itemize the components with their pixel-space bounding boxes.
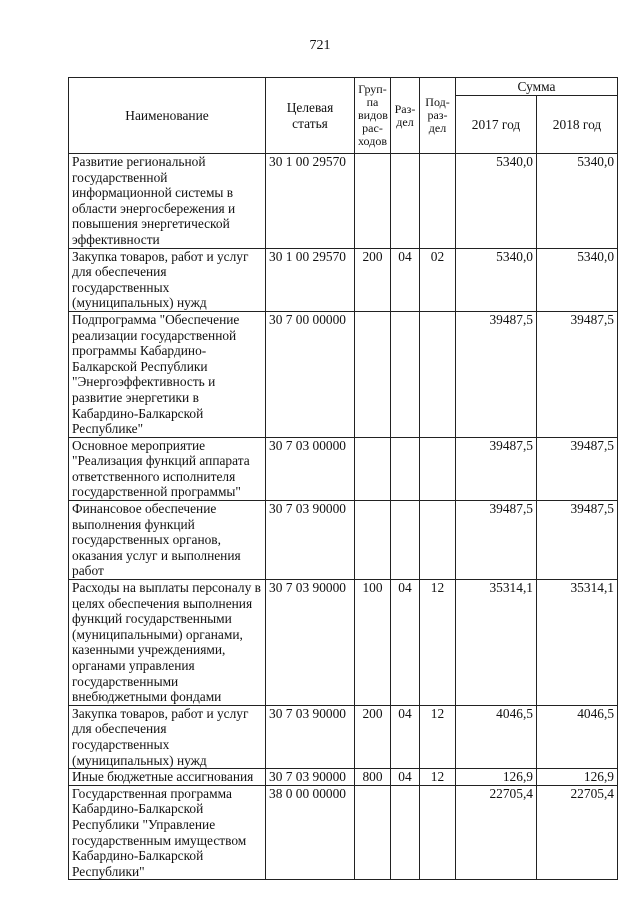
row-subsection (420, 311, 456, 437)
row-sum-2018: 39487,5 (537, 437, 618, 500)
row-group: 200 (355, 705, 391, 768)
row-name: Закупка товаров, работ и услуг для обеспечения государственных (муниципальных) нужд (69, 705, 266, 768)
row-name: Закупка товаров, работ и услуг для обеспечения государственных (муниципальных) нужд (69, 248, 266, 311)
row-section (391, 785, 420, 880)
row-sum-2017: 4046,5 (456, 705, 537, 768)
row-group: 200 (355, 248, 391, 311)
row-name: Финансовое обеспечение выполнения функций государственных органов, оказания услуг и выполнения работ (69, 501, 266, 580)
row-section (391, 154, 420, 249)
table-body (69, 154, 618, 880)
row-group (355, 785, 391, 880)
table-row (69, 437, 618, 500)
table-row (69, 769, 618, 786)
row-sum-2017: 35314,1 (456, 580, 537, 706)
row-sum-2017: 126,9 (456, 769, 537, 786)
row-subsection (420, 785, 456, 880)
row-code: 30 7 03 90000 (266, 705, 355, 768)
row-sum-2017: 39487,5 (456, 311, 537, 437)
row-sum-2018: 35314,1 (537, 580, 618, 706)
row-subsection: 12 (420, 705, 456, 768)
row-group (355, 154, 391, 249)
row-subsection (420, 437, 456, 500)
table-row (69, 154, 618, 249)
row-name: Основное мероприятие "Реализация функций аппарата ответственного исполнителя государственной программы" (69, 437, 266, 500)
row-sum-2018: 22705,4 (537, 785, 618, 880)
row-section (391, 311, 420, 437)
row-sum-2017: 5340,0 (456, 248, 537, 311)
table-row (69, 580, 618, 706)
row-sum-2018: 39487,5 (537, 311, 618, 437)
header-target: Целевая статья (266, 78, 355, 154)
row-subsection: 02 (420, 248, 456, 311)
row-group: 800 (355, 769, 391, 786)
page-number: 721 (309, 38, 331, 53)
table-row (69, 248, 618, 311)
row-code: 38 0 00 00000 (266, 785, 355, 880)
row-sum-2017: 5340,0 (456, 154, 537, 249)
row-code: 30 7 03 90000 (266, 501, 355, 580)
row-group (355, 311, 391, 437)
row-section: 04 (391, 580, 420, 706)
row-subsection (420, 501, 456, 580)
row-code: 30 7 03 90000 (266, 769, 355, 786)
row-sum-2017: 39487,5 (456, 501, 537, 580)
row-name: Подпрограмма "Обеспечение реализации государственной программы Кабардино-Балкарской Республики "Энергоэффективность и развитие энергетики в Кабардино-Балкарской Республике" (69, 311, 266, 437)
row-section (391, 501, 420, 580)
header-group: Груп-па видов рас-ходов (355, 78, 391, 154)
row-sum-2018: 5340,0 (537, 154, 618, 249)
row-name: Государственная программа Кабардино-Балкарской Республики "Управление государственным имуществом Кабардино-Балкарской Республики" (69, 785, 266, 880)
row-sum-2018: 4046,5 (537, 705, 618, 768)
budget-table (68, 77, 618, 880)
row-sum-2018: 126,9 (537, 769, 618, 786)
header-subsection: Под-раз-дел (420, 78, 456, 154)
row-group (355, 501, 391, 580)
row-section (391, 437, 420, 500)
row-subsection: 12 (420, 580, 456, 706)
table-row (69, 785, 618, 880)
row-sum-2017: 22705,4 (456, 785, 537, 880)
row-code: 30 7 00 00000 (266, 311, 355, 437)
header-year-2017: 2017 год (456, 96, 537, 154)
table-row (69, 501, 618, 580)
row-subsection (420, 154, 456, 249)
header-year-2018: 2018 год (537, 96, 618, 154)
row-section: 04 (391, 769, 420, 786)
table-row (69, 311, 618, 437)
header-name: Наименование (69, 78, 266, 154)
row-code: 30 7 03 00000 (266, 437, 355, 500)
table-row (69, 705, 618, 768)
row-subsection: 12 (420, 769, 456, 786)
row-section: 04 (391, 248, 420, 311)
row-group (355, 437, 391, 500)
row-sum-2018: 39487,5 (537, 501, 618, 580)
header-sum: Сумма (456, 78, 618, 96)
row-sum-2017: 39487,5 (456, 437, 537, 500)
row-sum-2018: 5340,0 (537, 248, 618, 311)
header-section: Раз-дел (391, 78, 420, 154)
row-section: 04 (391, 705, 420, 768)
row-code: 30 1 00 29570 (266, 154, 355, 249)
row-code: 30 7 03 90000 (266, 580, 355, 706)
row-name: Иные бюджетные ассигнования (69, 769, 266, 786)
row-code: 30 1 00 29570 (266, 248, 355, 311)
row-group: 100 (355, 580, 391, 706)
row-name: Развитие региональной государственной информационной системы в области энергосбережения и повышения энергетической эффективности (69, 154, 266, 249)
row-name: Расходы на выплаты персоналу в целях обеспечения выполнения функций государственными (муниципальными) органами, казенными учреждениями, органами управления государственными внебюджетными фондами (69, 580, 266, 706)
